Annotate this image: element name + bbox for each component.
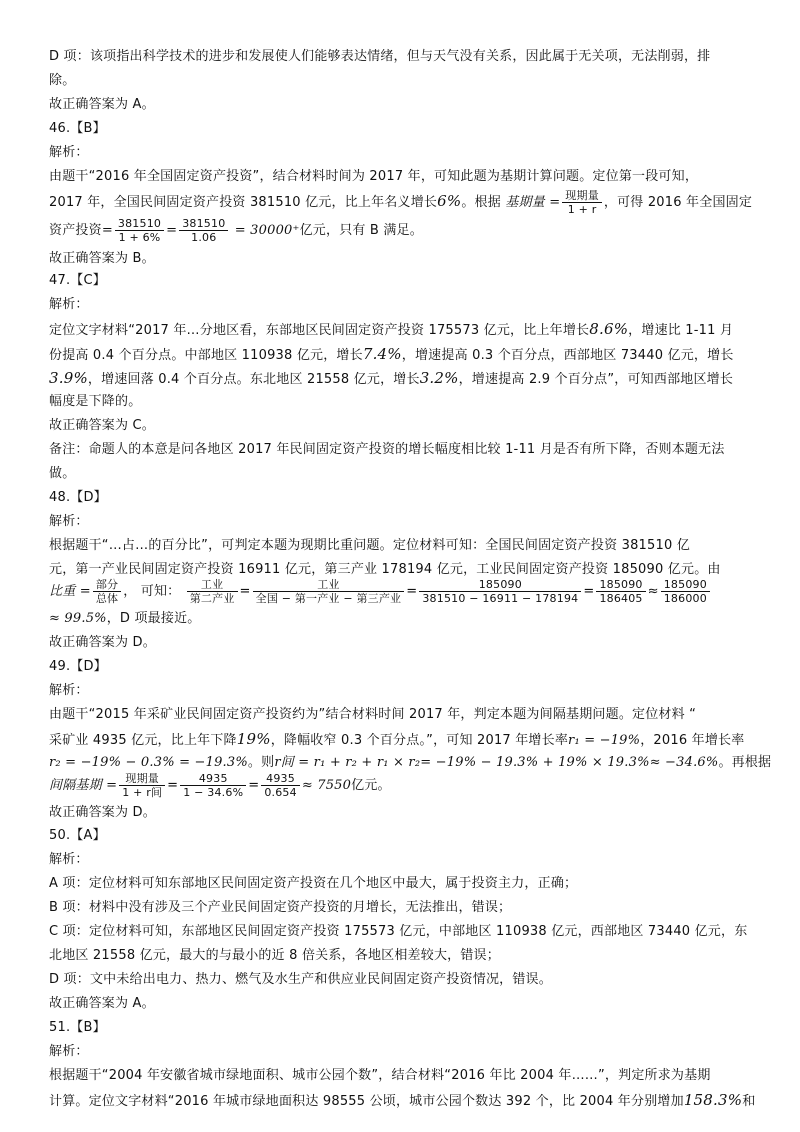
decline-value: 19% bbox=[236, 730, 271, 748]
q46-jiexi-label: 解析： bbox=[49, 145, 89, 160]
fraction-numerator: 4935 bbox=[198, 772, 228, 785]
q47-line3-text-a: ，增速回落 0.4 个百分点。东北地区 21558 亿元，增长 bbox=[87, 372, 420, 387]
q49-formula-line: 间隔基期 = $\frac{\text{现期量}}{\text{1 + r间}}$ = $\frac{4935}{1 - 34.6\%}$ = $\frac{4935}{0.654}$ ≈ 7550亿元。 bbox=[49, 772, 391, 799]
q50-option-c-line1: C 项：定位材料可知，东部地区民间固定资产投资 175573 亿元，中部地区 110938 亿元，西部地区 73440 亿元，东 bbox=[49, 924, 748, 939]
ratio-formula-lhs: 比重 = bbox=[49, 584, 91, 599]
central-growth-value: 7.4% bbox=[362, 345, 402, 363]
growth-rate-r1: r₁ = −19% bbox=[568, 733, 641, 748]
q49-answer: 故正确答案为 D。 bbox=[49, 805, 156, 820]
q47-line4: 幅度是下降的。 bbox=[49, 394, 142, 409]
fraction-denominator: 381510 − 16911 − 178194 bbox=[419, 591, 581, 605]
fraction-numerator: 4935 bbox=[266, 772, 295, 785]
fraction-numerator: 381510 bbox=[117, 217, 162, 230]
calc-fraction-1 bbox=[115, 217, 164, 244]
green-area-growth-value: 158.3% bbox=[683, 1091, 743, 1109]
q46-heading: 46.【B】 bbox=[49, 121, 106, 136]
q47-line1-text-b: ，增速比 1-11 月 bbox=[628, 323, 734, 338]
industry-fraction bbox=[187, 578, 238, 605]
q47-line1-text-a: 定位文字材料“2017 年…分地区看，东部地区民间固定资产投资 175573 亿元，比上年增长 bbox=[49, 323, 590, 338]
q49-line1: 由题干“2015 年采矿业民间固定资产投资约为”结合材料时间 2017 年，判定本题为间隔基期问题。定位材料 “ bbox=[49, 707, 697, 722]
q47-answer: 故正确答案为 C。 bbox=[49, 418, 156, 433]
base-formula-lhs: 基期量 = bbox=[505, 195, 561, 210]
calc-fraction-2 bbox=[179, 217, 228, 244]
q47-heading: 47.【C】 bbox=[49, 273, 106, 288]
east-growth-value: 8.6% bbox=[589, 320, 629, 338]
interval-rate-formula: r间 = r₁ + r₂ + r₁ × r₂= −19% − 19.3% + 19% × 19.3%≈ −34.6% bbox=[274, 755, 719, 770]
q48-line4-text: ，D 项最接近。 bbox=[106, 611, 201, 626]
q46-growth-value: 6% bbox=[437, 192, 462, 210]
q46-line3-text-b: 亿元，只有 B 满足。 bbox=[299, 223, 423, 238]
ratio-fraction bbox=[93, 578, 121, 605]
q48-answer: 故正确答案为 D。 bbox=[49, 635, 156, 650]
fraction-numerator: 现期量 bbox=[125, 772, 159, 785]
numeric-fraction-1 bbox=[419, 578, 581, 605]
q45-option-d-line1: D 项：该项指出科学技术的进步和发展使人们能够表达情绪，但与天气没有关系，因此属于无关项，无法削弱，排 bbox=[49, 49, 711, 64]
equals-sign: = bbox=[101, 223, 113, 238]
formula-connector: ， 可知： bbox=[123, 584, 181, 599]
fraction-numerator: 部分 bbox=[95, 578, 119, 591]
interval-calc-fraction-2 bbox=[261, 772, 300, 799]
fraction-numerator: 185090 bbox=[663, 578, 707, 591]
q50-option-d: D 项：文中未给出电力、热力、燃气及水生产和供应业民间固定资产投资情况，错误。 bbox=[49, 972, 552, 987]
fraction-denominator: 186000 bbox=[661, 591, 710, 605]
q51-line1: 根据题干“2004 年安徽省城市绿地面积、城市公园个数”，结合材料“2016 年比 2004 年……”，判定所求为基期 bbox=[49, 1068, 711, 1083]
q46-line3-text-a: 资产投资 bbox=[49, 223, 102, 238]
q46-line2-text-b: 。根据 bbox=[461, 195, 501, 210]
q48-formula-line: 比重 = $\frac{\text{部分}}{\text{总体}}$ ， 可知： $\frac{\text{工业}}{\text{第二产业}}$ = $\frac{\text{工业}}{\text{全国 − 第一产业 − 第三产业}}$ = $\frac{185090}{381510 - 16911 - 178194}$ = $\frac{185090}{186405}$ ≈ $\frac{185090}{186000}$ bbox=[49, 576, 712, 608]
fraction-numerator: 185090 bbox=[599, 578, 643, 591]
q46-line1: 由题干“2016 年全国固定资产投资”，结合材料时间为 2017 年，可知此题为基期计算问题。定位第一段可知， bbox=[49, 169, 699, 184]
numeric-fraction-2 bbox=[596, 578, 645, 605]
fraction-denominator: 全国 − 第一产业 − 第三产业 bbox=[253, 591, 405, 605]
q46-answer: 故正确答案为 B。 bbox=[49, 251, 155, 266]
q49-jiexi-label: 解析： bbox=[49, 683, 89, 698]
q46-line2-text-c: ，可得 2016 年全国固定 bbox=[603, 195, 753, 210]
fraction-denominator: 1 + 6% bbox=[115, 230, 164, 244]
fraction-denominator: 1 − 34.6% bbox=[180, 785, 246, 799]
fraction-denominator: 第二产业 bbox=[187, 591, 238, 605]
fraction-numerator: 381510 bbox=[182, 217, 226, 230]
fraction-denominator: 总体 bbox=[93, 591, 121, 605]
fraction-numerator: 现期量 bbox=[565, 189, 599, 202]
q49-line3-text-d: 。再根据 bbox=[718, 755, 772, 770]
q50-option-b: B 项：材料中没有涉及三个产业民间固定资产投资的月增长，无法推出，错误； bbox=[49, 900, 512, 915]
q47-line3-text-b: ，增速提高 2.9 个百分点”，可知西部地区增长 bbox=[458, 372, 734, 387]
fraction-denominator: 1.06 bbox=[179, 230, 228, 244]
q46-line2-text-a: 2017 年，全国民间固定资产投资 381510 亿元，比上年名义增长 bbox=[49, 195, 438, 210]
q48-line4 bbox=[49, 610, 200, 628]
q50-heading: 50.【A】 bbox=[49, 828, 106, 843]
growth-rate-r2: r₂ = −19% − 0.3% = −19.3% bbox=[49, 755, 248, 770]
q46-line2 bbox=[49, 186, 752, 218]
calc-result: = 30000⁺ bbox=[234, 223, 300, 238]
fraction-denominator: 1 + r bbox=[562, 202, 602, 216]
q48-jiexi-label: 解析： bbox=[49, 514, 89, 529]
q47-jiexi-label: 解析： bbox=[49, 297, 89, 312]
q48-heading: 48.【D】 bbox=[49, 490, 107, 505]
q51-line2 bbox=[49, 1091, 755, 1111]
fraction-denominator: 186405 bbox=[596, 591, 645, 605]
interval-result: ≈ 7550 bbox=[301, 778, 352, 793]
ratio-result: ≈ 99.5% bbox=[49, 611, 107, 626]
q47-note-line2: 做。 bbox=[49, 466, 76, 481]
q50-answer: 故正确答案为 A。 bbox=[49, 996, 155, 1011]
interval-calc-fraction-1 bbox=[180, 772, 246, 799]
q47-line1 bbox=[49, 320, 733, 340]
west-growth-value: 3.9% bbox=[49, 369, 88, 387]
q47-note-line1: 备注：命题人的本意是问各地区 2017 年民间固定资产投资的增长幅度相比较 1-11 月是否有所下降，否则本题无法 bbox=[49, 442, 725, 457]
q49-line3-text-b: 。则 bbox=[247, 755, 275, 770]
q48-line2: 元，第一产业民间固定资产投资 16911 亿元，第三产业 178194 亿元，工业民间固定资产投资 185090 亿元。由 bbox=[49, 562, 721, 577]
equals-sign: = bbox=[166, 223, 178, 238]
fraction-numerator: 工业 bbox=[317, 578, 340, 591]
q51-jiexi-label: 解析： bbox=[49, 1044, 89, 1059]
q47-line3 bbox=[49, 369, 733, 389]
q49-heading: 49.【D】 bbox=[49, 659, 107, 674]
q45-answer: 故正确答案为 A。 bbox=[49, 97, 155, 112]
q46-line3 bbox=[49, 216, 423, 246]
q50-option-c-line2: 北地区 21558 亿元，最大的与最小的近 8 倍关系，各地区相差较大，错误； bbox=[49, 948, 500, 963]
q47-line2 bbox=[49, 345, 734, 365]
result-unit: 亿元。 bbox=[351, 778, 391, 793]
q47-line2-text-a: 份提高 0.4 个百分点。中部地区 110938 亿元，增长 bbox=[49, 348, 363, 363]
fraction-denominator: 0.654 bbox=[261, 785, 300, 799]
fraction-numerator: 185090 bbox=[478, 578, 522, 591]
q49-line2 bbox=[49, 730, 744, 750]
interval-base-lhs: 间隔基期 = bbox=[49, 778, 118, 793]
interval-base-fraction bbox=[119, 772, 165, 799]
q47-line2-text-b: ，增速提高 0.3 个百分点，西部地区 73440 亿元，增长 bbox=[401, 348, 734, 363]
q49-line2-text-b: ，降幅收窄 0.3 个百分点。”，可知 2017 年增长率 bbox=[270, 733, 569, 748]
q51-line2-text-a: 计算。定位文字材料“2016 年城市绿地面积达 98555 公顷，城市公园个数达 392 个，比 2004 年分别增加 bbox=[49, 1094, 684, 1109]
northeast-growth-value: 3.2% bbox=[419, 369, 459, 387]
fraction-denominator: 1 + r间 bbox=[119, 785, 165, 799]
base-formula-fraction bbox=[562, 189, 602, 216]
numeric-fraction-3 bbox=[661, 578, 710, 605]
q49-line2-text-c: ，2016 年增长率 bbox=[640, 733, 745, 748]
q51-line2-text-b: 和 bbox=[742, 1094, 756, 1109]
fraction-numerator: 工业 bbox=[200, 578, 224, 591]
q50-jiexi-label: 解析： bbox=[49, 852, 89, 867]
q51-heading: 51.【B】 bbox=[49, 1020, 106, 1035]
q48-line1: 根据题干“…占…的百分比”，可判定本题为现期比重问题。定位材料可知：全国民间固定资产投资 381510 亿 bbox=[49, 538, 690, 553]
q50-option-a: A 项：定位材料可知东部地区民间固定资产投资在几个地区中最大，属于投资主力，正确； bbox=[49, 876, 578, 891]
q49-line2-text-a: 采矿业 4935 亿元，比上年下降 bbox=[49, 733, 237, 748]
industry-expanded-fraction bbox=[253, 578, 405, 605]
q45-option-d-line2: 除。 bbox=[49, 73, 76, 88]
